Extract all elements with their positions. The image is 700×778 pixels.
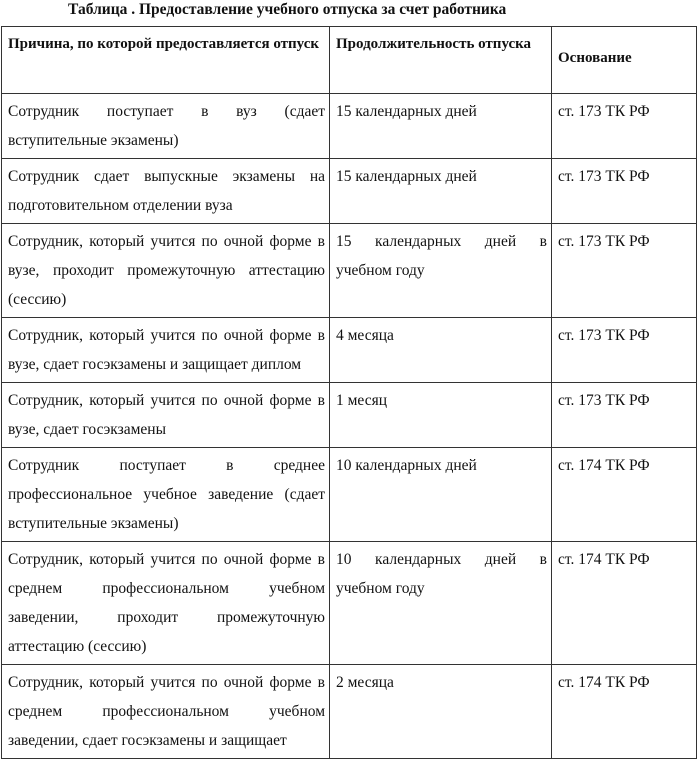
duration-cell: 15 календарных дней в учебном году [330,224,552,318]
reason-cell: Сотрудник, который учится по очной форме в вузе, сдает госэкзамены [2,383,330,448]
duration-cell: 2 месяца [330,665,552,759]
basis-cell: ст. 174 ТК РФ [552,448,697,542]
basis-cell: ст. 173 ТК РФ [552,94,697,159]
reason-cell: Сотрудник поступает в вуз (сдает вступительные экзамены) [2,94,330,159]
reason-cell: Сотрудник, который учится по очной форме в вузе, сдает госэкзамены и защищает диплом [2,318,330,383]
duration-cell: 15 календарных дней [330,159,552,224]
basis-cell: ст. 174 ТК РФ [552,542,697,665]
basis-cell: ст. 174 ТК РФ [552,665,697,759]
reason-cell: Сотрудник, который учится по очной форме в среднем профессиональном учебном заведении, проходит промежуточную аттестацию (сессию) [2,542,330,665]
duration-cell: 10 календарных дней в учебном году [330,542,552,665]
table-row [2,159,697,224]
duration-cell: 10 календарных дней [330,448,552,542]
duration-cell: 4 месяца [330,318,552,383]
table-row [2,383,697,448]
header-duration: Продолжительность отпуска [330,27,552,94]
basis-cell: ст. 173 ТК РФ [552,159,697,224]
duration-cell: 15 календарных дней [330,94,552,159]
duration-cell: 1 месяц [330,383,552,448]
basis-cell: ст. 173 ТК РФ [552,318,697,383]
table-row [2,94,697,159]
reason-cell: Сотрудник поступает в среднее профессиональное учебное заведение (сдает вступительные экзамены) [2,448,330,542]
table-row [2,224,697,318]
table-row [2,542,697,665]
reason-cell: Сотрудник, который учится по очной форме в вузе, проходит промежуточную аттестацию (сессию) [2,224,330,318]
reason-cell: Сотрудник сдает выпускные экзамены на подготовительном отделении вуза [2,159,330,224]
reason-cell: Сотрудник, который учится по очной форме в среднем профессиональном учебном заведении, сдает госэкзамены и защищает [2,665,330,759]
basis-cell: ст. 173 ТК РФ [552,383,697,448]
header-basis: Основание [552,27,697,94]
table-row [2,448,697,542]
header-reason: Причина, по которой предоставляется отпуск [2,27,330,94]
basis-cell: ст. 173 ТК РФ [552,224,697,318]
leave-table [1,26,697,759]
table-title: Таблица . Предоставление учебного отпуска за счет работника [68,1,507,18]
table-header-row [2,27,697,94]
table-row [2,665,697,759]
table-row [2,318,697,383]
